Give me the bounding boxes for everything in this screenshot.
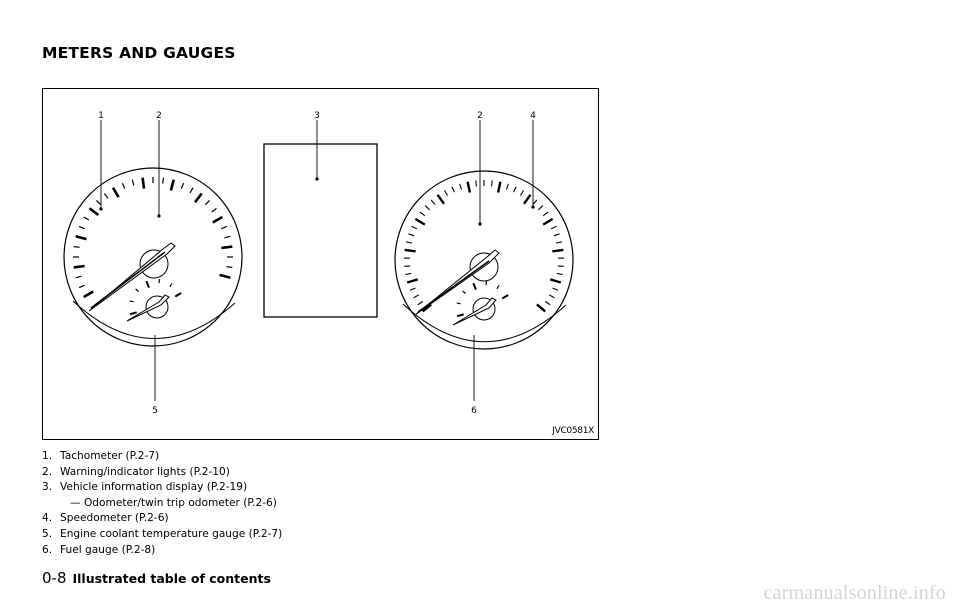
gauge-tick — [431, 200, 435, 205]
gauge-tick — [415, 219, 424, 225]
gauge-tick — [551, 226, 556, 229]
page-footer — [42, 569, 271, 587]
gauge-cluster-illustration — [43, 89, 598, 439]
callout-6: 6 — [471, 406, 477, 416]
gauge-tick — [492, 180, 493, 186]
section-title: Illustrated table of contents — [72, 571, 271, 586]
legend-sub-item: — Odometer/twin trip odometer (P.2-6) — [70, 496, 277, 509]
gauge-tick — [79, 226, 85, 228]
gauge-tick — [412, 226, 417, 229]
gauge-tick — [553, 288, 559, 290]
gauge-tick — [418, 302, 423, 305]
gauge-tick — [414, 295, 419, 298]
gauge-tick — [190, 188, 193, 193]
gauge-tick — [84, 217, 89, 220]
gauge-tick — [460, 184, 462, 190]
gauge-tick — [521, 190, 524, 195]
gauge-tick — [221, 247, 232, 248]
legend-item: 2. Warning/indicator lights (P.2-10) — [42, 465, 230, 478]
legend-item: 4. Speedometer (P.2-6) — [42, 512, 169, 525]
gauge-tick — [74, 247, 80, 248]
gauge-tick — [476, 180, 477, 186]
gauge-tick — [226, 267, 232, 268]
gauge-tick — [213, 217, 223, 223]
gauge-tick — [143, 178, 144, 189]
gauge-tick — [420, 212, 425, 216]
gauge-tick — [405, 250, 416, 251]
gauge-tick — [408, 234, 414, 236]
gauge-tick — [175, 293, 181, 297]
gauge-tick — [549, 295, 554, 298]
gauge-tick — [554, 234, 560, 236]
gauge-tick — [425, 206, 429, 210]
info-display-panel — [264, 144, 377, 317]
gauge-tick — [205, 200, 209, 204]
callout-2-right: 2 — [477, 111, 483, 121]
legend-item: 6. Fuel gauge (P.2-8) — [42, 543, 156, 556]
gauge-tick — [543, 219, 552, 225]
gauge-tick — [79, 285, 85, 287]
gauge-tick — [130, 312, 137, 314]
gauge-tick — [538, 206, 542, 210]
callout-leader-lines — [101, 120, 533, 401]
gauge-tick — [220, 275, 231, 278]
legend-item: 1. Tachometer (P.2-7) — [42, 450, 160, 462]
gauge-tick — [514, 187, 516, 193]
temp-gauge-needle — [127, 295, 169, 321]
gauge-tick — [552, 250, 563, 251]
gauge-tick — [507, 184, 509, 190]
gauge-tick — [407, 279, 418, 282]
gauge-tick — [225, 236, 231, 238]
gauge-tick — [130, 301, 134, 302]
gauge-tick — [557, 273, 563, 274]
gauge-tick — [76, 236, 87, 239]
gauge-tick — [410, 288, 416, 290]
gauge-tick — [463, 291, 466, 294]
legend-item: 3. Vehicle information display (P.2-19) — [42, 481, 248, 494]
callout-2-left: 2 — [156, 111, 162, 121]
gauge-tick — [163, 178, 164, 184]
gauge-tick — [170, 283, 172, 286]
gauge-tick — [550, 279, 561, 282]
gauge-tick — [468, 182, 470, 193]
gauge-tick — [132, 180, 134, 186]
gauge-tick — [533, 200, 537, 205]
gauge-tick — [498, 182, 500, 193]
figure-code: JVC0581X — [552, 426, 594, 436]
gauge-tick — [445, 190, 448, 195]
gauge-tick — [181, 183, 183, 189]
gauge-tick — [473, 283, 476, 290]
gauge-tick — [136, 289, 139, 292]
gauge-tick — [195, 194, 202, 203]
temp-gauge-ticks — [130, 279, 182, 314]
gauge-tick — [543, 212, 548, 216]
gauge-cluster-figure — [42, 88, 599, 440]
gauge-tick — [497, 285, 499, 288]
gauge-tick — [90, 208, 99, 215]
gauge-tick — [406, 242, 412, 243]
gauge-tick — [221, 226, 227, 228]
gauge-tick — [74, 266, 85, 267]
gauge-tick — [556, 242, 562, 243]
page-heading: METERS AND GAUGES — [42, 44, 236, 62]
callout-3: 3 — [314, 111, 320, 121]
watermark: carmanualsonline.info — [763, 582, 946, 604]
gauge-tick — [104, 194, 108, 199]
gauge-tick — [457, 314, 464, 316]
gauge-tick — [405, 273, 411, 274]
gauge-tick — [113, 188, 119, 198]
legend-list — [42, 449, 562, 558]
speedometer-ticks — [404, 180, 564, 311]
gauge-tick — [545, 302, 550, 305]
gauge-tick — [171, 180, 174, 191]
gauge-tick — [84, 292, 94, 298]
gauge-tick — [146, 281, 149, 288]
gauge-tick — [438, 195, 444, 204]
gauge-tick — [502, 295, 508, 299]
callout-1: 1 — [98, 111, 104, 121]
gauge-tick — [76, 276, 82, 278]
gauge-tick — [122, 183, 124, 189]
callout-4: 4 — [530, 111, 536, 121]
gauge-tick — [96, 200, 100, 204]
callout-5: 5 — [152, 406, 158, 416]
gauge-tick — [212, 208, 217, 212]
gauge-tick — [457, 303, 461, 304]
gauge-tick — [452, 187, 454, 193]
gauge-tick — [537, 304, 545, 311]
tachometer-ticks — [73, 177, 233, 297]
legend-item: 5. Engine coolant temperature gauge (P.2-7) — [42, 527, 283, 540]
fuel-gauge-needle — [453, 298, 496, 325]
gauge-tick — [524, 195, 530, 204]
page-number: 0-8 — [42, 569, 67, 587]
